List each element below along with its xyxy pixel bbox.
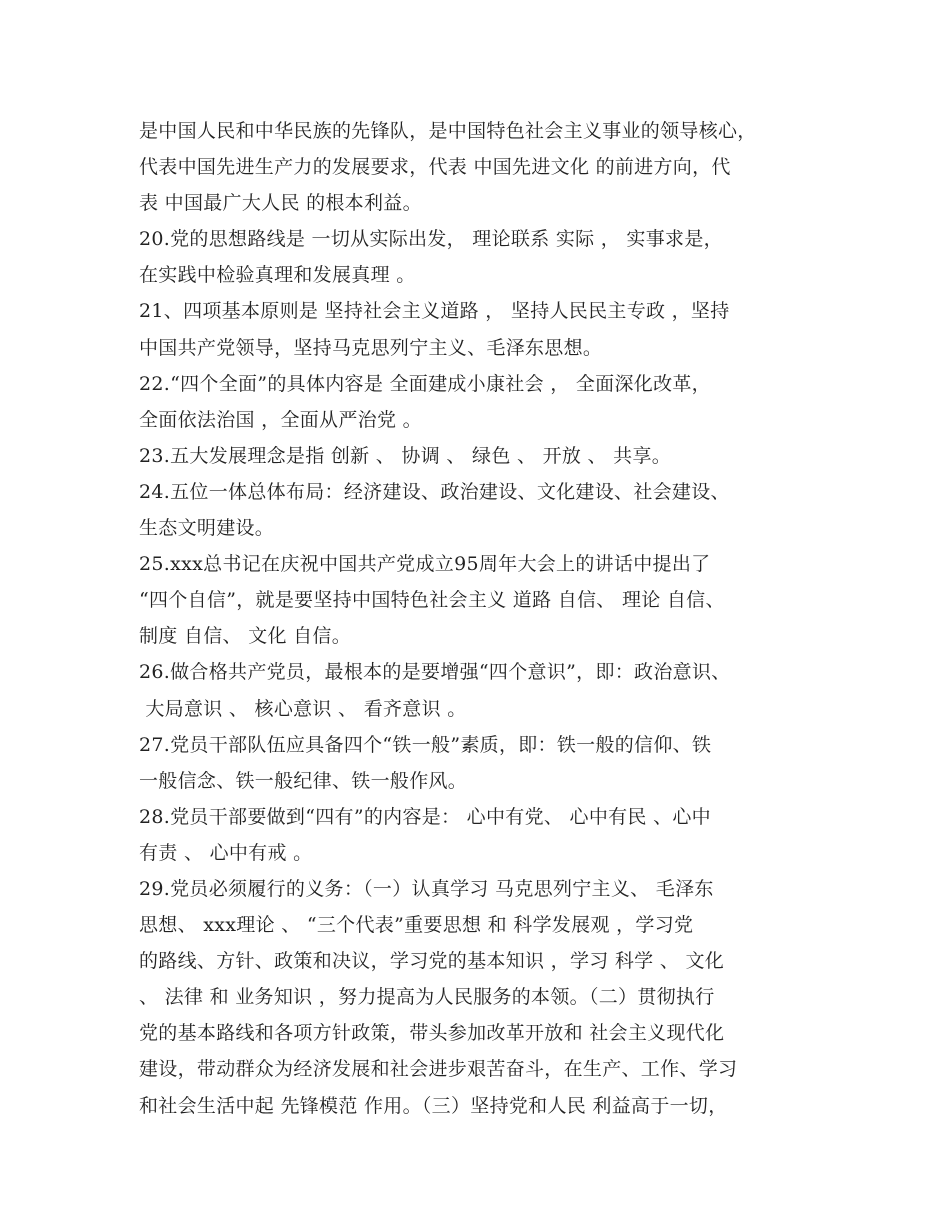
text-line: 20.党的思想路线是 一切从实际出发， 理论联系 实际 ， 实事求是， xyxy=(139,228,723,251)
text-line: 有责 、 心中有戒 。 xyxy=(139,841,313,864)
text-line: 23.五大发展理念是指 创新 、 协调 、 绿色 、 开放 、 共享。 xyxy=(139,444,672,467)
text-line: 24.五位一体总体布局：经济建设、政治建设、文化建设、社会建设、 xyxy=(139,480,730,503)
text-line: 22.“四个全面”的具体内容是 全面建成小康社会 ， 全面深化改革， xyxy=(139,372,711,395)
text-line: 建设，带动群众为经济发展和社会进步艰苦奋斗，在生产、工作、学习 xyxy=(139,1058,738,1081)
text-line: 思想、 xxx理论 、 “三个代表”重要思想 和 科学发展观 ，学习党 xyxy=(139,914,694,937)
text-line: 表 中国最广大人民 的根本利益。 xyxy=(139,192,422,215)
text-line: 生态文明建设。 xyxy=(139,517,275,540)
text-line: 大局意识 、 核心意识 、 看齐意识 。 xyxy=(139,697,467,720)
text-line: 一般信念、铁一般纪律、铁一般作风。 xyxy=(139,769,468,792)
text-line: “四个自信”，就是要坚持中国特色社会主义 道路 自信、 理论 自信、 xyxy=(139,589,725,612)
text-line: 全面依法治国 ，全面从严治党 。 xyxy=(139,408,422,431)
text-line: 的路线、方针、政策和决议，学习党的基本知识 ，学习 科学 、 文化 xyxy=(139,950,725,973)
text-line: 是中国人民和中华民族的先锋队，是中国特色社会主义事业的领导核心， xyxy=(139,120,757,142)
text-line: 27.党员干部队伍应具备四个“铁一般”素质，即：铁一般的信仰、铁 xyxy=(139,733,712,756)
text-line: 29.党员必须履行的义务：（一）认真学习 马克思列宁主义、 毛泽东 xyxy=(139,877,714,900)
text-line: 中国共产党领导，坚持马克思列宁主义、毛泽东思想。 xyxy=(139,336,603,359)
text-line: 21、四项基本原则是 坚持社会主义道路 ， 坚持人民民主专政 ，坚持 xyxy=(139,300,730,323)
text-line: 代表中国先进生产力的发展要求，代表 中国先进文化 的前进方向，代 xyxy=(139,156,731,179)
document-body xyxy=(139,113,839,1124)
text-line: 、 法律 和 业务知识 ，努力提高为人民服务的本领。（二）贯彻执行 xyxy=(139,986,715,1009)
text-line: 党的基本路线和各项方针政策，带头参加改革开放和 社会主义现代化 xyxy=(139,1022,725,1045)
text-line: 在实践中检验真理和发展真理 。 xyxy=(139,264,416,287)
text-line: 25.xxx总书记在庆祝中国共产党成立95周年大会上的讲话中提出了 xyxy=(139,553,711,576)
text-line: 制度 自信、 文化 自信。 xyxy=(139,625,352,648)
text-line: 28.党员干部要做到“四有”的内容是： 心中有党、 心中有民 、心中 xyxy=(139,805,711,828)
text-line: 和社会生活中起 先锋模范 作用。（三）坚持党和人民 利益高于一切， xyxy=(139,1094,728,1117)
text-line: 26.做合格共产党员，最根本的是要增强“四个意识”，即：政治意识、 xyxy=(139,661,731,684)
